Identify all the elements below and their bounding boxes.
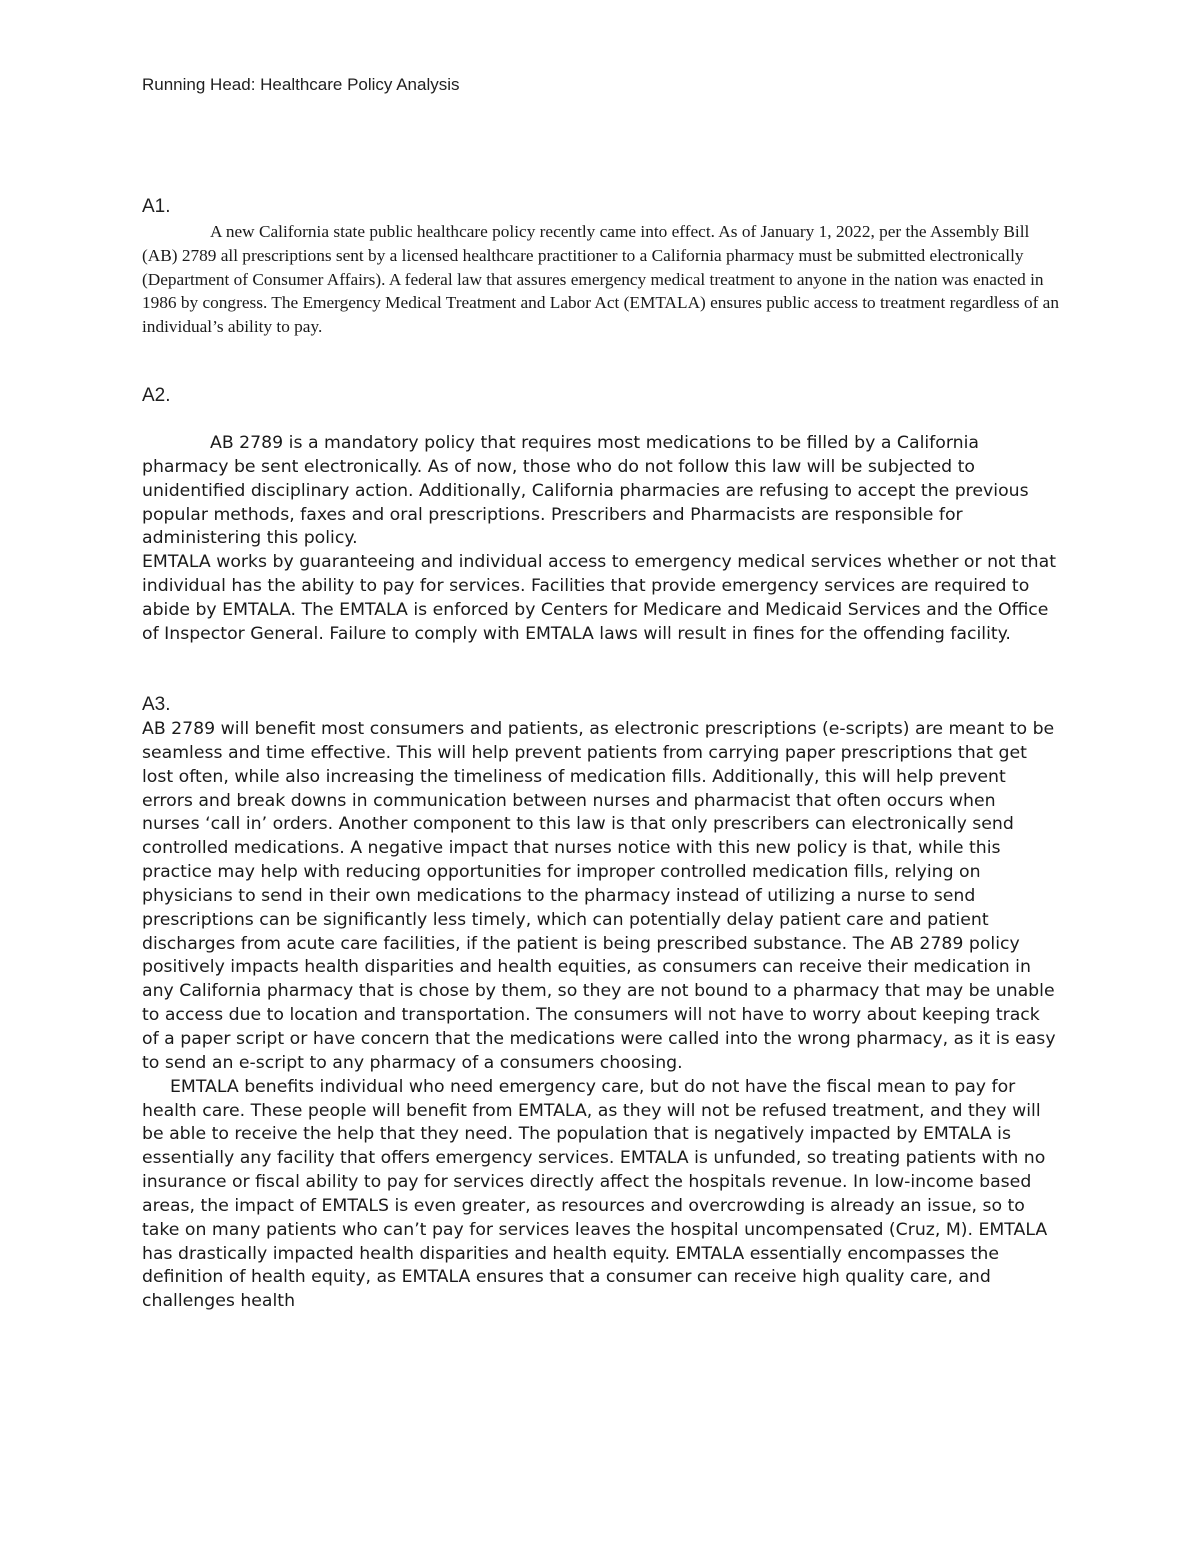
a2-body: [142, 432, 1057, 647]
section-heading-a3: A3.: [142, 694, 171, 715]
a3-paragraph: AB 2789 will benefit most consumers and patients, as electronic prescriptions (e-scripts) are meant to be seamless and time effective. This will help prevent patients from carrying paper prescriptions that get lost often, while also increasing the timeliness of medication fills. Additionally, this will help prevent errors and break downs in communication between nurses and pharmacist that often occurs when nurses ‘call in’ orders. Another component to this law is that only prescribers can electronically send controlled medications. A negative impact that nurses notice with this new policy is that, while this practice may help with reducing opportunities for improper controlled medication fills, relying on physicians to send in their own medications to the pharmacy instead of utilizing a nurse to send prescriptions can be significantly less timely, which can potentially delay patient care and patient discharges from acute care facilities, if the patient is being prescribed substance. The AB 2789 policy positively impacts health disparities and health equities, as consumers can receive their medication in any California pharmacy that is chose by them, so they are not bound to a pharmacy that may be unable to access due to location and transportation. The consumers will not have to worry about keeping track of a paper script or have concern that the medications were called into the wrong pharmacy, as it is easy to send an e-script to any pharmacy of a consumers choosing.: [142, 719, 1056, 1073]
section-heading-a2: A2.: [142, 385, 171, 406]
a2-paragraph: EMTALA works by guaranteeing and individual access to emergency medical services whether or not that individual has the ability to pay for services. Facilities that provide emergency services are required to abide by EMTALA. The EMTALA is enforced by Centers for Medicare and Medicaid Services and the Office of Inspector General. Failure to comply with EMTALA laws will result in fines for the offending facility.: [142, 552, 1056, 644]
a3-paragraph: EMTALA benefits individual who need emergency care, but do not have the fiscal mean to pay for health care. These people will benefit from EMTALA, as they will not be refused treatment, and they will be able to receive the help that they need. The population that is negatively impacted by EMTALA is essentially any facility that offers emergency services. EMTALA is unfunded, so treating patients with no insurance or fiscal ability to pay for services directly affect the hospitals revenue. In low-income based areas, the impact of EMTALS is even greater, as resources and overcrowding is already an issue, so to take on many patients who can’t pay for services leaves the hospital uncompensated (Cruz, M). EMTALA has drastically impacted health disparities and health equity. EMTALA essentially encompasses the definition of health equity, as EMTALA ensures that a consumer can receive high quality care, and challenges health: [142, 1076, 1048, 1312]
a1-paragraph: A new California state public healthcare policy recently came into effect. As of January 1, 2022, per the Assembly Bill (AB) 2789 all prescriptions sent by a licensed healthcare practitioner to a California pharmacy must be submitted electronically (Department of Consumer Affairs). A federal law that assures emergency medical treatment to anyone in the nation was enacted in 1986 by congress. The Emergency Medical Treatment and Labor Act (EMTALA) ensures public access to treatment regardless of an individual’s ability to pay.: [142, 222, 1059, 337]
a3-body: [142, 718, 1057, 1314]
a2-paragraph: AB 2789 is a mandatory policy that requires most medications to be filled by a California pharmacy be sent electronically. As of now, those who do not follow this law will be subjected to unidentified disciplinary action. Additionally, California pharmacies are refusing to accept the previous popular methods, faxes and oral prescriptions. Prescribers and Pharmacists are responsible for administering this policy.: [142, 433, 1029, 549]
running-head: Running Head: Healthcare Policy Analysis: [142, 75, 460, 94]
section-heading-a1: A1.: [142, 196, 171, 217]
